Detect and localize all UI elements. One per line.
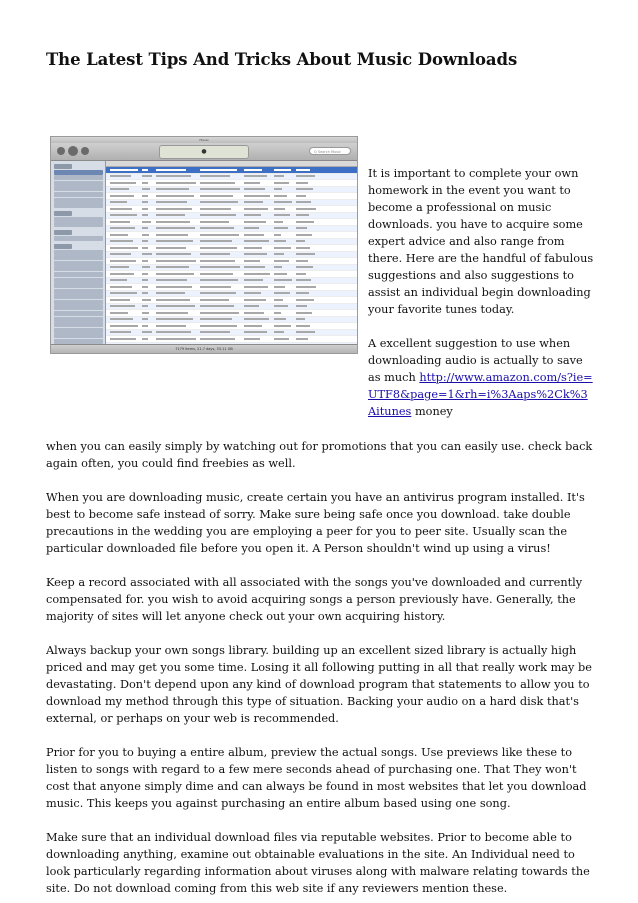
screenshot-cell [200,208,231,210]
screenshot-cell [200,182,235,184]
screenshot-cell [296,279,311,281]
screenshot-search-field: Q Search Music [309,147,351,155]
screenshot-sidebar-item [54,272,103,277]
screenshot-cell [244,318,269,320]
screenshot-cell [200,331,230,333]
screenshot-cell [142,279,148,281]
screenshot-cell [200,247,237,249]
screenshot-cell [156,188,189,190]
screenshot-cell [110,240,133,242]
screenshot-cell [156,266,189,268]
screenshot-cell [156,214,185,216]
screenshot-window-title: iTunes [51,137,357,143]
screenshot-cell [244,240,269,242]
screenshot-sidebar-item [54,175,103,180]
screenshot-cell [200,227,234,229]
screenshot-sidebar-item [54,255,103,260]
screenshot-cell [110,247,138,249]
screenshot-cell [142,247,148,249]
screenshot-cell [274,331,284,333]
screenshot-cell [274,221,283,223]
screenshot-cell [296,234,312,236]
screenshot-cell [296,312,312,314]
screenshot-cell [244,325,262,327]
screenshot-sidebar-item [54,250,103,255]
screenshot-cell [110,286,132,288]
amazon-itunes-link[interactable]: http://www.amazon.com/s?ie=UTF8&page=1&rh=i%3Aaps%2Ck%3Aitunes [368,371,593,418]
screenshot-cell [142,253,152,255]
screenshot-cell [110,227,135,229]
screenshot-cell [156,208,192,210]
screenshot-cell [110,292,137,294]
screenshot-cell [244,214,261,216]
screenshot-cell [274,201,292,203]
screenshot-cell [296,331,315,333]
screenshot-cell [110,214,137,216]
screenshot-cell [296,208,316,210]
screenshot-cell [142,286,148,288]
screenshot-cell [142,175,152,177]
screenshot-cell [274,299,283,301]
screenshot-status-bar: 7179 items, 21.7 days, 33.11 GB [51,344,357,353]
screenshot-cell [274,234,281,236]
screenshot-cell [110,299,130,301]
screenshot-cell [274,260,289,262]
screenshot-cell [244,253,267,255]
screenshot-cell [274,214,290,216]
screenshot-cell [200,299,229,301]
screenshot-cell [142,227,148,229]
screenshot-cell [274,312,281,314]
screenshot-cell [274,253,284,255]
screenshot-cell [110,234,128,236]
intro-column [368,165,594,420]
screenshot-cell [296,240,305,242]
page-title: The Latest Tips And Tricks About Music Downloads [46,50,518,69]
screenshot-cell [200,201,238,203]
screenshot-cell [244,279,263,281]
intro-paragraph: It is important to complete your own homework in the event you want to become a professional on music downloads. you have to acquire some expert advice and also range from there. Here are the handful of fabulous suggestions and also suggestions to assist an individual begin downloading your favorite tunes today. [368,167,594,316]
screenshot-cell [274,247,291,249]
screenshot-cell [142,299,151,301]
screenshot-cell [274,182,289,184]
screenshot-cell [156,227,195,229]
play-icon [68,146,78,156]
screenshot-cell [110,221,130,223]
screenshot-cell [156,195,194,197]
screenshot-cell [142,312,149,314]
screenshot-sidebar-item [54,244,72,249]
screenshot-cell [274,279,292,281]
screenshot-cell [296,260,308,262]
screenshot-cell [296,325,310,327]
screenshot-cell [156,273,194,275]
screenshot-cell [142,195,148,197]
screenshot-cell [296,253,315,255]
screenshot-cell [156,201,187,203]
screenshot-sidebar-item [54,217,103,222]
screenshot-cell [142,208,148,210]
screenshot-cell [110,260,136,262]
screenshot-cell [296,221,314,223]
screenshot-sidebar-item [54,230,72,235]
screenshot-cell [142,260,148,262]
screenshot-cell [274,208,285,210]
screenshot-sidebar-item [54,322,103,327]
screenshot-cell [274,195,287,197]
screenshot-cell [296,175,315,177]
screenshot-cell [142,188,150,190]
screenshot-sidebar-item [54,222,103,227]
savings-tip-trailing: money [411,405,453,418]
screenshot-cell [244,182,260,184]
screenshot-cell [200,188,240,190]
screenshot-cell [110,312,128,314]
screenshot-cell [110,201,127,203]
screenshot-sidebar-item [54,181,103,186]
screenshot-cell [296,247,310,249]
screenshot-cell [156,318,193,320]
screenshot-cell [274,305,288,307]
screenshot-cell [110,182,136,184]
screenshot-cell [274,169,291,171]
previous-track-icon [57,147,65,155]
screenshot-cell [200,221,229,223]
screenshot-sidebar-item [54,192,103,197]
screenshot-cell [296,195,306,197]
screenshot-cell [244,234,264,236]
preview-paragraph: Prior for you to buying a entire album, preview the actual songs. Use previews like these to listen to songs with regard to a few mere seconds ahead of purchasing one. That They won't cost that anyone simply dime and can always be found in most websites that let you download music. This keeps you against purchasing an entire album based using one song. [46,746,587,810]
savings-tip-text: A excellent suggestion to use when downloading audio is actually to save as much [368,337,583,384]
screenshot-cell [244,273,270,275]
screenshot-cell [200,325,237,327]
screenshot-cell [156,253,191,255]
screenshot-cell [156,305,195,307]
screenshot-track-list [106,161,357,345]
screenshot-cell [156,286,192,288]
screenshot-cell [274,240,286,242]
screenshot-sidebar [51,161,106,345]
itunes-screenshot-image [50,136,358,354]
screenshot-cell [244,292,261,294]
screenshot-cell [244,208,268,210]
screenshot-cell [274,266,282,268]
screenshot-sidebar-item [54,266,103,271]
screenshot-cell [296,169,310,171]
screenshot-cell [110,195,134,197]
screenshot-cell [110,188,129,190]
screenshot-cell [110,266,129,268]
screenshot-cell [142,182,148,184]
screenshot-cell [274,188,282,190]
screenshot-cell [296,338,308,340]
screenshot-sidebar-item [54,278,103,283]
screenshot-cell [156,279,187,281]
screenshot-cell [244,260,260,262]
screenshot-cell [200,292,236,294]
screenshot-cell [142,169,148,171]
screenshot-sidebar-item [54,305,103,310]
screenshot-cell [274,338,289,340]
screenshot-cell [200,273,233,275]
screenshot-cell [200,260,235,262]
screenshot-lcd-display [159,145,249,159]
screenshot-cell [156,260,196,262]
screenshot-cell [142,338,148,340]
screenshot-cell [110,305,135,307]
screenshot-cell [244,331,267,333]
screenshot-cell [142,331,152,333]
screenshot-cell [110,175,131,177]
screenshot-cell [200,240,232,242]
screenshot-cell [142,273,148,275]
screenshot-cell [244,266,265,268]
screenshot-cell [274,175,284,177]
screenshot-cell [156,312,188,314]
antivirus-paragraph: When you are downloading music, create certain you have an antivirus program installed. It's best to become safe instead of sorry. Make sure being safe once you download. take double precautions in the wedding you are employing a peer for you to peer site. Usually scan the particular downloaded file before you open it. A Person shouldn't wind up using a virus! [46,491,585,555]
screenshot-sidebar-item [54,289,103,294]
screenshot-sidebar-item [54,164,72,169]
screenshot-cell [200,286,231,288]
screenshot-cell [296,188,313,190]
screenshot-cell [274,292,290,294]
screenshot-cell [142,201,148,203]
screenshot-sidebar-item [54,261,103,266]
screenshot-cell [200,266,240,268]
screenshot-cell [296,292,309,294]
screenshot-cell [110,208,132,210]
screenshot-sidebar-item [54,198,103,203]
screenshot-cell [296,318,305,320]
screenshot-cell [244,188,265,190]
screenshot-cell [110,325,138,327]
screenshot-cell [244,201,263,203]
screenshot-cell [156,182,196,184]
screenshot-sidebar-item [54,317,103,322]
screenshot-cell [200,195,233,197]
screenshot-cell [200,175,230,177]
screenshot-cell [296,214,309,216]
screenshot-sidebar-item [54,311,103,316]
screenshot-cell [274,325,291,327]
screenshot-sidebar-item [54,203,103,208]
screenshot-cell [156,331,191,333]
record-keeping-paragraph: Keep a record associated with all associated with the songs you've downloaded and currently compensated for. you wish to avoid acquiring songs a person previously have. Generally, the majority of sites will let anyone check out your own acquiring history. [46,576,583,623]
screenshot-sidebar-item [54,294,103,299]
screenshot-sidebar-item [54,300,103,305]
screenshot-cell [142,325,148,327]
screenshot-cell [244,227,259,229]
screenshot-cell [200,169,237,171]
screenshot-cell [156,325,186,327]
screenshot-cell [244,286,268,288]
screenshot-cell [110,279,127,281]
savings-tip-paragraph [368,335,594,420]
screenshot-cell [244,247,262,249]
screenshot-sidebar-item [54,186,103,191]
screenshot-cell [110,273,134,275]
screenshot-toolbar [51,143,357,161]
screenshot-cell [274,273,287,275]
screenshot-cell [110,338,136,340]
screenshot-cell [296,182,308,184]
screenshot-cell [142,292,148,294]
screenshot-sidebar-item [54,236,103,241]
screenshot-cell [296,305,307,307]
screenshot-cell [296,201,311,203]
screenshot-cell [110,253,131,255]
screenshot-cell [142,266,150,268]
screenshot-cell [156,169,186,171]
screenshot-cell [142,240,148,242]
screenshot-cell [244,221,266,223]
screenshot-cell [156,240,193,242]
screenshot-cell [156,234,188,236]
screenshot-cell [244,299,266,301]
screenshot-cell [142,221,151,223]
reputable-sites-paragraph: Make sure that an individual download files via reputable websites. Prior to become able to downloading anything, examine out obtainable evaluations in the site. An Individual need to look particularly regarding information about viruses along with malware relating towards the site. Do not download coming from this web site if any reviewers mention these. [46,831,590,895]
screenshot-sidebar-item [54,211,72,216]
screenshot-cell [296,273,306,275]
screenshot-cell [200,312,239,314]
next-track-icon [81,147,89,155]
screenshot-cell [156,292,185,294]
screenshot-cell [244,338,260,340]
screenshot-cell [142,234,149,236]
screenshot-cell [110,169,138,171]
screenshot-cell [296,227,307,229]
screenshot-cell [200,214,236,216]
screenshot-cell [244,169,262,171]
screenshot-cell [274,286,285,288]
screenshot-sidebar-item [54,170,103,175]
screenshot-sidebar-item [54,328,103,333]
screenshot-cell [244,312,264,314]
screenshot-cell [142,318,148,320]
screenshot-cell [200,338,235,340]
screenshot-cell [110,318,133,320]
savings-tip-continuation: when you can easily simply by watching out for promotions that you can easily use. check back again often, you could find freebies as well. [46,440,593,470]
screenshot-cell [274,227,288,229]
screenshot-cell [156,221,190,223]
screenshot-cell [296,286,316,288]
screenshot-cell [200,305,234,307]
screenshot-cell [110,331,131,333]
screenshot-cell [156,299,190,301]
backup-paragraph: Always backup your own songs library. building up an excellent sized library is actually high priced and may get you some time. Losing it all following putting in all that really work may be devastating. Don't depend upon any kind of download program that statements to allow you to download my method through this type of situation. Backing your audio on a hard disk that's external, or perhaps on your web is recommended. [46,644,592,725]
screenshot-cell [244,175,267,177]
screenshot-cell [156,247,186,249]
screenshot-cell [296,266,313,268]
screenshot-cell [156,338,196,340]
screenshot-cell [156,175,191,177]
screenshot-cell [296,299,314,301]
screenshot-cell [244,195,270,197]
apple-logo-icon: ● [201,148,207,155]
screenshot-cell [142,305,148,307]
screenshot-cell [244,305,259,307]
screenshot-cell [200,253,230,255]
screenshot-cell [200,234,239,236]
screenshot-sidebar-item [54,333,103,338]
screenshot-cell [274,318,286,320]
screenshot-sidebar-item [54,283,103,288]
screenshot-cell [142,214,148,216]
screenshot-cell [200,279,238,281]
screenshot-cell [200,318,232,320]
